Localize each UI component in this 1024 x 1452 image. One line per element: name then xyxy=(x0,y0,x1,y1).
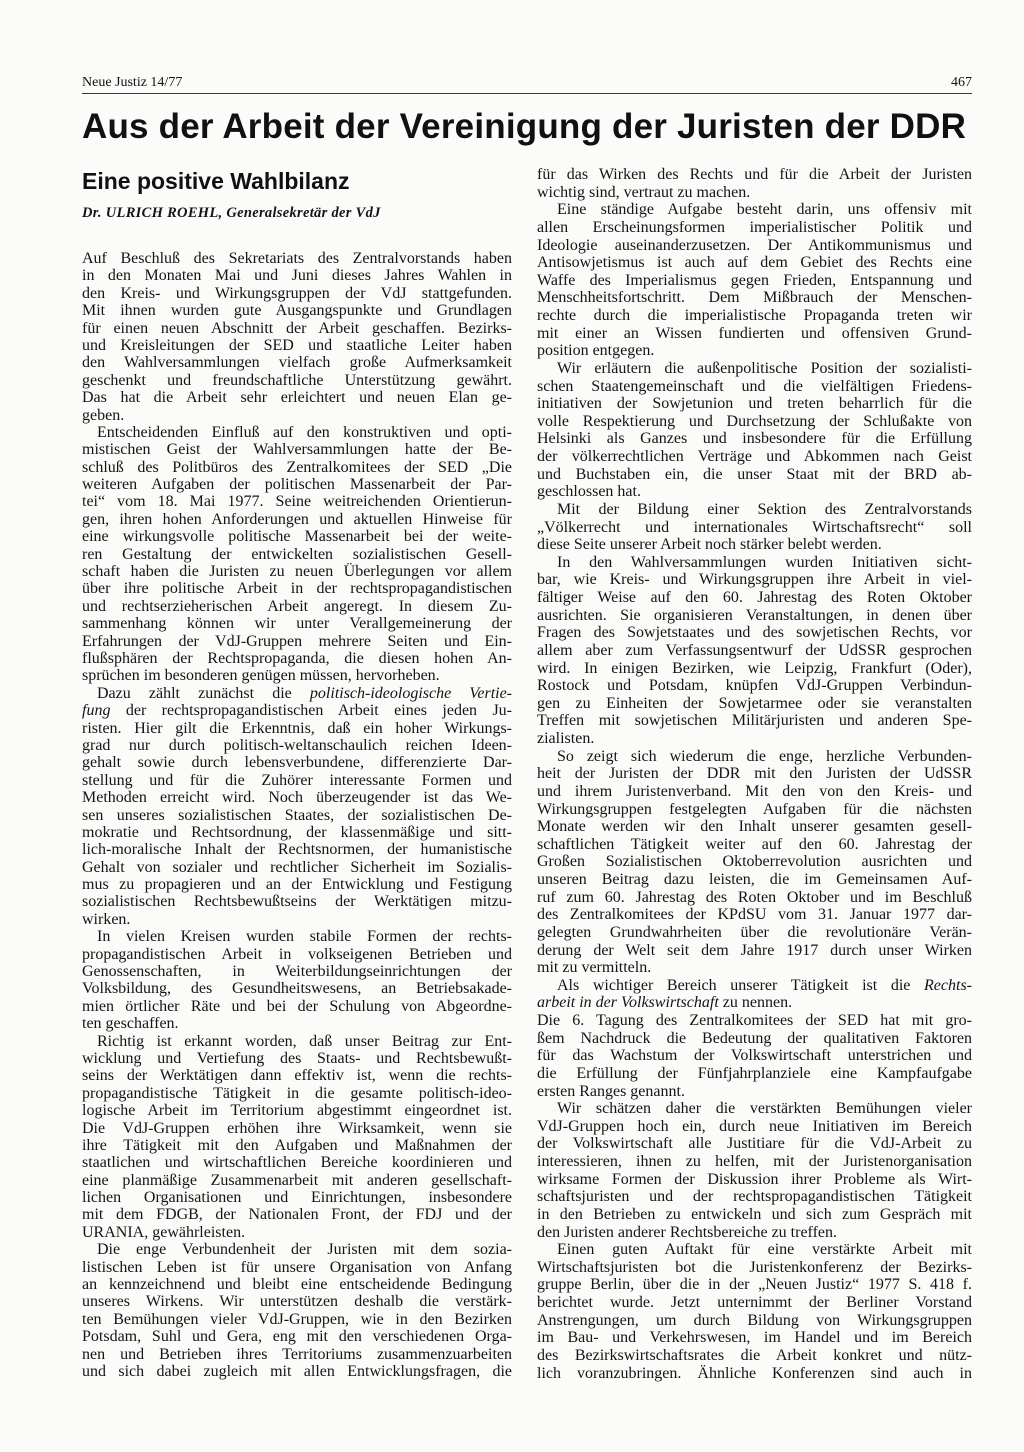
text-line: schluß des Politbüros des Zentralkomitees der SED „Die xyxy=(82,458,512,476)
text-line: flußsphären der Rechtspropaganda, die diesen hohen An- xyxy=(82,649,512,667)
text-line: Wirkungsgruppen festgelegten Aufgaben für die nächsten xyxy=(537,800,972,818)
text-line: schaftlichen Tätigkeit weiter auf den 60. Jahrestag der xyxy=(537,835,972,853)
paragraph xyxy=(537,166,972,201)
text-line: propagandistischen Arbeit in volkseigenen Betrieben und xyxy=(82,945,512,963)
text-line: geben. xyxy=(82,406,125,424)
text-line: Die enge Verbundenheit der Juristen mit dem sozia- xyxy=(97,1241,512,1259)
text-line: initiativen der Sowjetunion und treten beharrlich für die xyxy=(537,395,972,413)
text-line: mien örtlicher Räte und bei der Schulung von Abgeordne- xyxy=(82,997,512,1015)
text-line: mit einer an Wissen fundierten und offensiven Grund- xyxy=(537,324,972,342)
text-line: In den Wahlversammlungen wurden Initiativen sicht- xyxy=(557,553,972,571)
text-line: Eine ständige Aufgabe besteht darin, uns offensiv mit xyxy=(557,201,972,219)
text-line: Fragen des Sowjetstaates und des sowjetischen Rechts, vor xyxy=(537,624,972,642)
text-line: „Völkerrecht und internationales Wirtschaftsrecht“ soll xyxy=(537,518,972,536)
text-line: Wir schätzen daher die verstärkten Bemühungen vieler xyxy=(557,1100,972,1118)
text-line: mit zu vermitteln. xyxy=(537,959,652,977)
text-line: diese Seite unserer Arbeit noch stärker belebt werden. xyxy=(537,536,882,554)
paragraph xyxy=(537,1241,972,1382)
text-line: Auf Beschluß des Sekretariats des Zentralvorstands haben xyxy=(82,250,512,267)
text-line: seins der Werktätigen dann effektiv ist, wenn die rechts- xyxy=(82,1067,512,1085)
text-run: der rechtspropagandistischen Arbeit eines jeden Ju- xyxy=(110,702,512,720)
text-line: schen Staatengemeinschaft und die vielfältigen Friedens- xyxy=(537,377,972,395)
text-line: in den Monaten Mai und Juni dieses Jahres Wahlen in xyxy=(82,267,512,285)
text-line: Erfahrungen der VdJ-Gruppen mehrere Seiten und Ein- xyxy=(82,632,512,650)
paragraph xyxy=(537,1100,972,1241)
text-line: stellung und für die Zuhörer interessante Formen und xyxy=(82,771,512,789)
text-line: ruf zum 60. Jahrestag des Roten Oktober und im Beschluß xyxy=(537,888,972,906)
text-line: Wirtschaftsjuristen bot die Juristenkonferenz der Bezirks- xyxy=(537,1258,972,1276)
text-line: Entscheidenden Einfluß auf den konstruktiven und opti- xyxy=(97,423,512,441)
text-line xyxy=(537,994,972,1012)
text-line xyxy=(537,977,972,995)
text-line: die Erfüllung der Fünfjahrplanziele eine Kampfaufgabe xyxy=(537,1064,972,1082)
text-line: ihre Tätigkeit mit den Aufgaben und Maßnahmen der xyxy=(82,1136,512,1154)
text-line: ten Bemühungen vieler VdJ-Gruppen, wie in den Bezirken xyxy=(82,1310,512,1328)
paragraph xyxy=(537,201,972,360)
text-column-left xyxy=(82,250,512,1380)
text-line: nen und Betrieben ihres Territoriums zusammenzuarbeiten xyxy=(82,1345,512,1363)
text-line: Menschheitsfortschritt. Dem Mißbrauch der Menschen- xyxy=(537,289,972,307)
text-line: mistischen Geist der Wahlversammlungen hatte der Be- xyxy=(82,441,512,459)
text-line: schaftsjuristen und der rechtspropagandistischen Tätigkeit xyxy=(537,1188,972,1206)
text-line: tei“ vom 18. Mai 1977. Seine weitreichenden Orientierun- xyxy=(82,493,512,511)
text-line: Antisowjetismus ist auch auf dem Gebiet des Rechts eine xyxy=(537,254,972,272)
text-line: heit der Juristen der DDR mit den Juristen der UdSSR xyxy=(537,765,972,783)
page-number: 467 xyxy=(951,75,972,90)
text-line: Genossenschaften, in Weiterbildungseinrichtungen der xyxy=(82,963,512,981)
text-line: der völkerrechtlichen Verträge und Abkommen nach Geist xyxy=(537,448,972,465)
text-line: für einen neuen Abschnitt der Arbeit geschaffen. Bezirks- xyxy=(82,319,512,337)
text-line: in den Betrieben zu entwickeln und sich zum Gespräch mit xyxy=(537,1205,972,1223)
text-line: sozialistischen Rechtsbewußtseins der Werktätigen mitzu- xyxy=(82,893,512,911)
text-line: So zeigt sich wiederum die enge, herzliche Verbunden- xyxy=(557,747,972,765)
text-run: Als wichtiger Bereich unserer Tätigkeit ist die xyxy=(557,976,925,994)
text-line: Richtig ist erkannt worden, daß unser Beitrag zur Ent- xyxy=(97,1032,512,1050)
running-head xyxy=(82,75,972,94)
text-line: den Kreis- und Wirkungsgruppen der VdJ stattgefunden. xyxy=(82,284,512,302)
text-line: berichtet wurde. Jetzt unternimmt der Berliner Vorstand xyxy=(537,1294,972,1311)
text-line: und sich dabei zugleich mit allen Entwicklungsfragen, die xyxy=(82,1363,512,1380)
text-line: sprüchen im besonderen genügen müssen, hervorheben. xyxy=(82,667,440,685)
text-line: Die VdJ-Gruppen erhöhen ihre Wirksamkeit, wenn sie xyxy=(82,1119,512,1137)
byline: Dr. ULRICH ROEHL, Generalsekretär der VdJ xyxy=(82,205,381,221)
section-title: Aus der Arbeit der Vereinigung der Juristen der DDR xyxy=(82,107,967,146)
journal-issue: Neue Justiz 14/77 xyxy=(82,75,183,90)
text-column-right xyxy=(537,166,972,1382)
text-line: im Bau- und Verkehrswesen, im Handel und im Bereich xyxy=(537,1329,972,1347)
text-line: des Zentralkomitees der KPdSU vom 31. Januar 1977 dar- xyxy=(537,906,972,924)
text-line: staatlichen und wirtschaftlichen Bereiche koordinieren und xyxy=(82,1154,512,1172)
text-line: und ihrem Juristenverband. Mit den von den Kreis- und xyxy=(537,782,972,800)
text-line: Methoden erreicht wird. Noch überzeugender ist das We- xyxy=(82,789,512,807)
paragraph xyxy=(537,1012,972,1100)
text-line: Potsdam, Suhl und Gera, eng mit den verschiedenen Orga- xyxy=(82,1328,512,1346)
text-line: wicklung und Vertiefung des Staats- und Rechtsbewußt- xyxy=(82,1049,512,1067)
text-line: Die 6. Tagung des Zentralkomitees der SED hat mit gro- xyxy=(537,1012,972,1029)
emphasized-text: fung xyxy=(82,702,111,720)
text-line: ausrichten. Sie organisieren Veranstaltungen, in denen über xyxy=(537,606,972,624)
text-line: den Juristen anderer Rechtsbereiche zu treffen. xyxy=(537,1223,838,1241)
text-line: gen zu Einheiten der Sowjetarmee oder sie veranstalten xyxy=(537,694,972,712)
text-line: an kennzeichnend und bleibt eine entscheidende Bedingung xyxy=(82,1276,512,1294)
text-line: ten geschaffen. xyxy=(82,1015,179,1033)
text-line: den Wahlversammlungen vielfach große Aufmerksamkeit xyxy=(82,354,512,372)
text-line: Mit ihnen wurden gute Ausgangspunkte und Grundlagen xyxy=(82,302,512,320)
text-line: mokratie und Rechtsordnung, der klassenmäßige und sitt- xyxy=(82,823,512,841)
text-line: Großen Sozialistischen Oktoberrevolution ausrichten und xyxy=(537,853,972,871)
paragraph xyxy=(82,424,512,685)
text-line: volle Respektierung und Durchsetzung der Schlußakte von xyxy=(537,412,972,430)
paragraph xyxy=(82,685,512,928)
text-line xyxy=(82,685,512,702)
text-line: risten. Hier gilt die Erkenntnis, daß ein hoher Wirkungs- xyxy=(82,719,512,737)
text-line: gen, ihren hohen Anforderungen und aktuellen Hinweise für xyxy=(82,510,512,528)
text-line: URANIA, gewährleisten. xyxy=(82,1223,246,1241)
text-line: unseren Beitrag dazu leisten, die im Gemeinsamen Auf- xyxy=(537,871,972,888)
text-line: wichtig sind, vertraut zu machen. xyxy=(537,183,751,201)
text-line: ßem Nachdruck die Bedeutung der qualitativen Faktoren xyxy=(537,1029,972,1047)
text-line: Volksbildung, des Gesundheitswesens, an Betriebsakade- xyxy=(82,980,512,998)
text-line: sammenhang können wir unter Verallgemeinerung der xyxy=(82,615,512,633)
paragraph xyxy=(82,250,512,424)
article-heading: Eine positive Wahlbilanz xyxy=(82,168,350,194)
text-line: grad nur durch politisch-weltanschaulich reichen Ideen- xyxy=(82,736,512,754)
text-line: Wir erläutern die außenpolitische Position der sozialisti- xyxy=(557,359,972,377)
text-line: Treffen mit sowjetischen Militärjuristen und anderen Spe- xyxy=(537,712,972,730)
text-line: Anstrengungen, um durch Bildung von Wirkungsgruppen xyxy=(537,1311,972,1329)
text-line: propagandistische Tätigkeit in die gesamte politisch-ideo- xyxy=(82,1084,512,1102)
text-line: für das Wirken des Rechts und für die Arbeit der Juristen xyxy=(537,166,972,183)
text-line: Gehalt von sozialer und rechtlicher Sicherheit im Sozialis- xyxy=(82,858,512,876)
text-line: wird. In einigen Bezirken, wie Leipzig, Frankfurt (Oder), xyxy=(537,659,972,677)
text-line: Monate werden wir den Inhalt unserer gesamten gesell- xyxy=(537,818,972,836)
paragraph xyxy=(537,748,972,977)
emphasized-text: arbeit in der Volkswirtschaft xyxy=(537,994,719,1012)
text-line: und Buchstaben ein, die unser Staat mit der BRD ab- xyxy=(537,465,972,483)
text-line: zialisten. xyxy=(537,730,595,747)
text-line: mus zu propagieren und an der Entwicklung und Festigung xyxy=(82,876,512,894)
text-line: schaft haben die Juristen zu neuen Überlegungen vor allem xyxy=(82,563,512,581)
text-line: ren Gestaltung der entwickelten sozialistischen Gesell- xyxy=(82,545,512,563)
text-line: Rostock und Potsdam, knüpfen VdJ-Gruppen Verbindun- xyxy=(537,677,972,695)
text-line: Das hat die Arbeit sehr erleichtert und neuen Elan ge- xyxy=(82,389,512,407)
text-line: lich voranzubringen. Ähnliche Konferenzen sind auch in xyxy=(537,1364,972,1382)
text-line: eine planmäßige Zusammenarbeit mit anderen gesellschaft- xyxy=(82,1171,512,1189)
text-line: Helsinki als Ganzes und insbesondere für die Erfüllung xyxy=(537,430,972,448)
text-line: weiteren Aufgaben der politischen Massenarbeit der Par- xyxy=(82,476,512,494)
text-line: ersten Ranges genannt. xyxy=(537,1082,685,1100)
text-line: des Bezirkswirtschaftsrates die Arbeit konkret und nütz- xyxy=(537,1346,972,1364)
text-line: In vielen Kreisen wurden stabile Formen der rechts- xyxy=(97,928,512,946)
text-line: listischen Leben ist für unsere Organisation von Anfang xyxy=(82,1258,512,1276)
paragraph xyxy=(537,977,972,1012)
text-line: Mit der Bildung einer Sektion des Zentralvorstands xyxy=(557,500,972,518)
emphasized-text: Rechts- xyxy=(924,976,972,994)
text-line: und Kreisleitungen der SED und staatliche Leiter haben xyxy=(82,336,512,354)
text-line: eine wirkungsvolle politische Massenarbeit bei der weite- xyxy=(82,528,512,546)
text-line xyxy=(82,702,512,719)
paragraph xyxy=(537,554,972,748)
paragraph xyxy=(82,1033,512,1242)
text-line: sen unseres sozialistischen Staates, der sozialistischen De- xyxy=(82,806,512,824)
text-line: bar, wie Kreis- und Wirkungsgruppen ihre Arbeit in viel- xyxy=(537,571,972,589)
paragraph xyxy=(537,360,972,501)
text-line: gruppe Berlin, über die in der „Neuen Justiz“ 1977 S. 418 f. xyxy=(537,1276,972,1294)
paragraph xyxy=(82,1241,512,1380)
text-line: wirksame Formen der Diskussion ihrer Probleme als Wirt- xyxy=(537,1170,972,1188)
text-line: der Volkswirtschaft alle Justitiare für die VdJ-Arbeit zu xyxy=(537,1135,972,1153)
text-run: zu nennen. xyxy=(718,994,793,1012)
text-line: mit dem FDGB, der Nationalen Front, der FDJ und der xyxy=(82,1206,512,1224)
text-line: geschlossen hat. xyxy=(537,483,641,501)
text-line: allem aber zum Verfassungsentwurf der UdSSR gesprochen xyxy=(537,641,972,659)
text-line: logische Arbeit im Territorium abgestimmt eingeordnet ist. xyxy=(82,1102,512,1120)
text-line: Waffe des Imperialismus gegen Frieden, Entspannung und xyxy=(537,271,972,289)
text-line: gehalt sowie durch lebensverbundene, differenzierte Dar- xyxy=(82,754,512,772)
text-line: Einen guten Auftakt für eine verstärkte Arbeit mit xyxy=(557,1241,972,1259)
text-line: VdJ-Gruppen hoch ein, durch neue Initiativen im Bereich xyxy=(537,1117,972,1135)
text-line: unseres Wirkens. Wir unterstützen deshalb die verstärk- xyxy=(82,1293,512,1311)
text-line: rechte durch die imperialistische Propaganda treten wir xyxy=(537,307,972,324)
text-line: über ihre politische Arbeit in der rechtspropagandistischen xyxy=(82,580,512,598)
text-line: fältiger Weise auf den 60. Jahrestag des Roten Oktober xyxy=(537,589,972,606)
text-line: für das Wachstum der Volkswirtschaft unterstrichen und xyxy=(537,1047,972,1065)
paragraph xyxy=(82,928,512,1032)
text-run: Dazu zählt zunächst die xyxy=(97,684,310,702)
text-line: position entgegen. xyxy=(537,342,655,360)
text-line: wirken. xyxy=(82,910,131,928)
text-line: und rechtserzieherischen Arbeit angeregt. In diesem Zu- xyxy=(82,597,512,615)
text-line: gelegten Grundwahrheiten über die revolutionäre Verän- xyxy=(537,923,972,941)
text-line: allen Erscheinungsformen imperialistischer Politik und xyxy=(537,218,972,236)
text-line: geschenkt und freundschaftliche Unterstützung gewährt. xyxy=(82,371,512,389)
text-line: derung der Welt seit dem Jahre 1917 durch unser Wirken xyxy=(537,941,972,959)
text-line: lichen Organisationen und Einrichtungen, insbesondere xyxy=(82,1189,512,1207)
text-line: lich-moralische Inhalt der Rechtsnormen, der humanistische xyxy=(82,841,512,859)
paragraph xyxy=(537,501,972,554)
text-line: Ideologie auseinanderzusetzen. Der Antikommunismus und xyxy=(537,236,972,254)
emphasized-text: politisch-ideologische Vertie- xyxy=(309,684,513,702)
text-line: interessieren, ihnen zu helfen, mit der Juristenorganisation xyxy=(537,1153,972,1170)
